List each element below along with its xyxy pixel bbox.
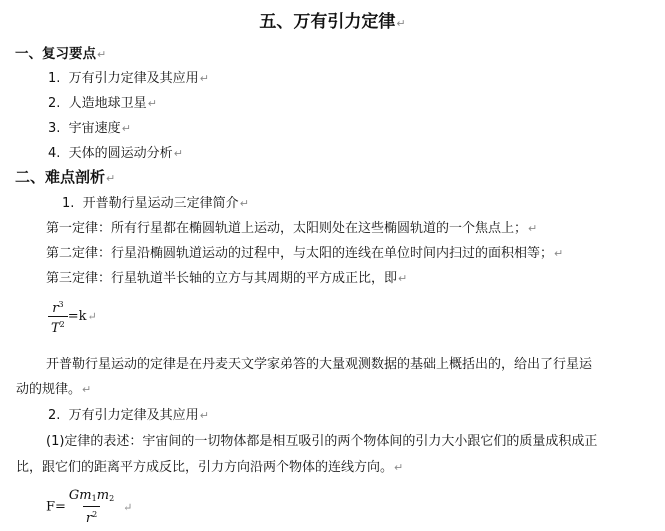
document-title: 五、万有引力定律↵ xyxy=(259,12,406,32)
gravity-paragraph-line1: (1)定律的表述：宇宙间的一切物体都是相互吸引的两个物体间的引力大小跟它们的质量成积成正 xyxy=(46,434,598,449)
kepler-paragraph-line2: 动的规律。↵ xyxy=(16,382,92,397)
list-item: 4. 天体的圆运动分析↵ xyxy=(48,146,183,161)
subsection-kepler: 1. 开普勒行星运动三定律简介↵ xyxy=(62,196,249,211)
list-item: 3. 宇宙速度↵ xyxy=(48,121,131,136)
subsection-gravity: 2. 万有引力定律及其应用↵ xyxy=(48,408,209,423)
section-heading-review: 一、复习要点↵ xyxy=(15,46,107,62)
section-heading-analysis: 二、难点剖析↵ xyxy=(15,168,116,186)
kepler-fraction: $\frac{r^3}{T^2}$ xyxy=(48,297,68,336)
gravity-formula: F= $\frac{Gm_1m_2}{r^2}$ ↵ xyxy=(46,488,133,526)
law-first: 第一定律：所有行星都在椭圆轨道上运动，太阳则处在这些椭圆轨道的一个焦点上；↵ xyxy=(46,221,538,236)
law-third: 第三定律：行星轨道半长轴的立方与其周期的平方成正比，即↵ xyxy=(46,271,408,286)
list-item: 1. 万有引力定律及其应用↵ xyxy=(48,71,209,86)
kepler-paragraph-line1: 开普勒行星运动的定律是在丹麦天文学家弟答的大量观测数据的基础上概括出的，给出了行星运 xyxy=(46,357,593,372)
gravity-fraction: $\frac{Gm_1m_2}{r^2}$ xyxy=(68,488,115,526)
list-item: 2. 人造地球卫星↵ xyxy=(48,96,157,111)
kepler-formula: $\frac{r^3}{T^2}$ =k↵ xyxy=(48,297,97,336)
law-second: 第二定律：行星沿椭圆轨道运动的过程中，与太阳的连线在单位时间内扫过的面积相等；↵ xyxy=(46,246,564,261)
gravity-paragraph-line2: 比，跟它们的距离平方成反比，引力方向沿两个物体的连线方向。↵ xyxy=(16,460,404,475)
